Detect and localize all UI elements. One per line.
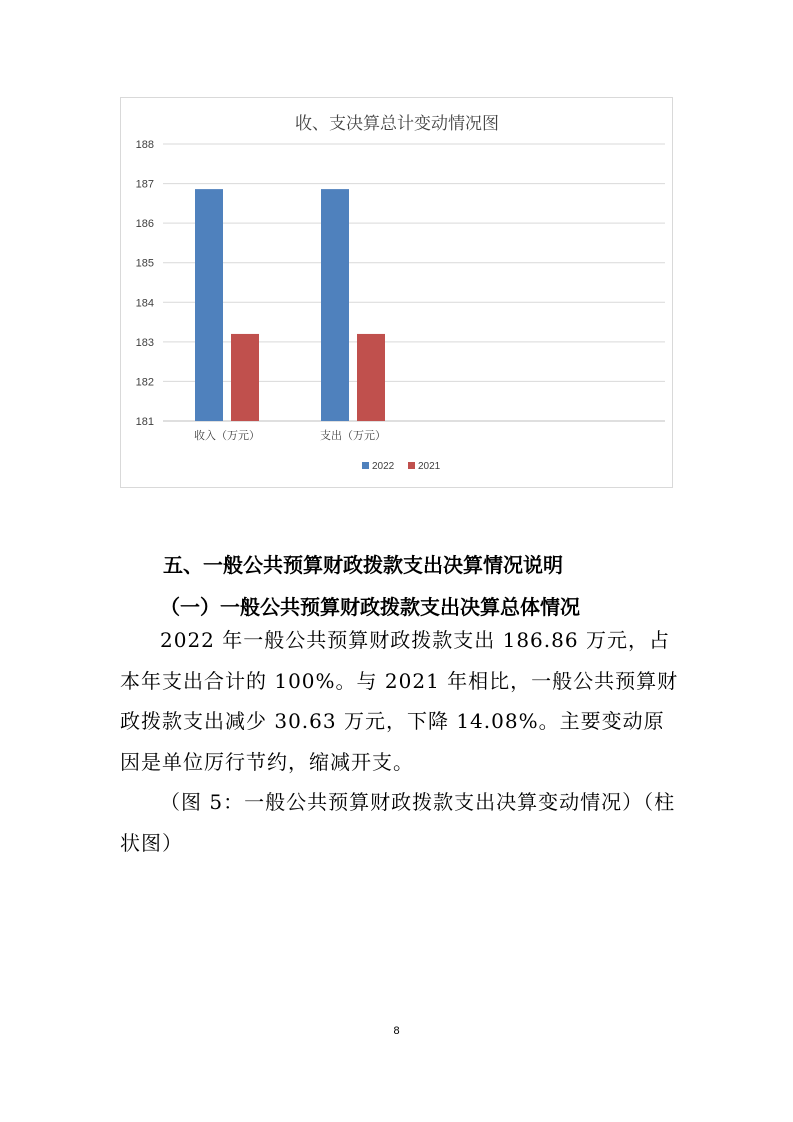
bar-2021-1 bbox=[231, 334, 259, 421]
y-tick-label: 188 bbox=[135, 139, 154, 151]
legend-swatch-2022 bbox=[362, 462, 369, 469]
x-category-label: 支出（万元） bbox=[320, 429, 386, 442]
chart-title: 收、支决算总计变动情况图 bbox=[295, 114, 499, 134]
body-paragraph: 2022 年一般公共预算财政拨款支出 186.86 万元，占本年支出合计的 100%。与 2021 年相比，一般公共预算财政拨款支出减少 30.63 万元，下降 14.08%。主要变动原因是单位厉行节约，缩减开支。 bbox=[120, 628, 679, 774]
budget-change-chart bbox=[120, 97, 673, 488]
y-tick-label: 185 bbox=[135, 257, 154, 270]
y-tick-label: 181 bbox=[135, 416, 154, 428]
legend-label-2021: 2021 bbox=[418, 461, 441, 472]
figure-caption: （图 5：一般公共预算财政拨款支出决算变动情况）（柱状图） bbox=[120, 790, 676, 855]
section-subheading: （一）一般公共预算财政拨款支出决算总体情况 bbox=[160, 595, 580, 619]
bar-2021-2 bbox=[357, 334, 385, 421]
y-tick-label: 182 bbox=[135, 376, 154, 389]
y-tick-label: 184 bbox=[135, 297, 154, 310]
bar-2022-1 bbox=[195, 189, 223, 421]
legend-label-2022: 2022 bbox=[372, 461, 395, 472]
legend-swatch-2021 bbox=[408, 462, 415, 469]
y-tick-label: 187 bbox=[135, 178, 154, 191]
x-category-label: 收入（万元） bbox=[194, 429, 260, 442]
y-tick-label: 183 bbox=[135, 336, 154, 349]
y-tick-label: 186 bbox=[135, 218, 154, 231]
page-number: 8 bbox=[393, 1025, 400, 1037]
chart-canvas bbox=[121, 98, 674, 489]
bar-2022-2 bbox=[321, 189, 349, 421]
section-heading: 五、一般公共预算财政拨款支出决算情况说明 bbox=[163, 553, 563, 577]
